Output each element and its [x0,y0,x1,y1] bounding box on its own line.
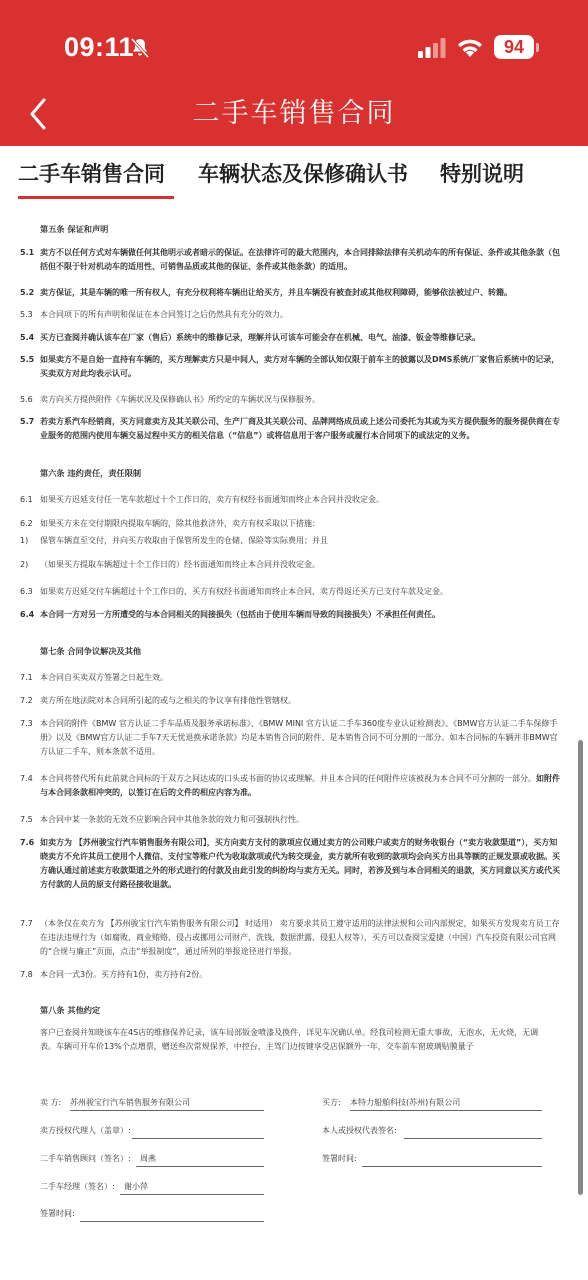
seller-agent-line [132,1138,264,1139]
bell-mute-icon [128,36,152,60]
manager-line [120,1194,264,1195]
cellular-signal-icon [418,38,446,58]
scrollbar[interactable] [578,740,583,1195]
buyer-name: 本特力船舶科技(苏州)有限公司 [350,1098,461,1107]
section-6-title: 第六条 违约责任，责任限制 [40,468,142,478]
tab-vehicle-status[interactable]: 车辆状态及保修确认书 [198,162,408,186]
section-5-title: 第五条 保证和声明 [40,224,109,234]
seller-time-label: 签署时间: [40,1209,75,1218]
seller-label: 卖 方: [40,1098,62,1107]
buyer-time-line [362,1166,542,1167]
tab-sales-contract[interactable]: 二手车销售合同 [18,162,165,186]
contract-document: 第五条 保证和声明 5.1 卖方不以任何方式对车辆做任何其他明示或者暗示的保证。在法律许可的最大范围内，本合同排除法律有关机动车的所有保证、条件或其他条款（包括但不限于针对机动车的适用性、可销售品质或其他的保证、条件或其他条款）的适用。 5.2 卖方保证，其是车辆的唯一所有权人，有充分权利将车辆出让给买方，并且车辆没有被查封或其他权利障碍，能够依法被过户、转籍。 5.3 本合同项下的所有声明和保证在本合同签订之后仍然具有充分的效力。 5.4 买方已查阅并确认该车在厂家（售后）系统中的维修记录，理解并认可该车可能会存在机械、电气、油漆、钣金等维修记录。 5.5 如果卖方不是自始一直持有车辆的，买方理解卖方只是中间人，卖方对车辆的全部认知仅限于前车主的披露以及DMS系统/厂家售后系统中的记录，买卖双方对此均表示认可。 5.6 卖方向买方提供附件《车辆状况及保修确认书》所约定的车辆状况与保修服务。 5.7 若卖方系汽车经销商，买方同意卖方及其关联公司、生产厂商及其关联公司、品牌网络成员或上述公司委托为其或为买方提供服务的服务提供商在专业服务的范围内使用车辆交易过程中买方的相关信息（“信息”）或将信息用于客户服务或履行本合同项下的或法定的义务。 第六条 违约责任，责任限制 6.1 如果买方迟延支付任一笔车款超过十个工作日的，卖方有权经书面通知而终止本合同并没收定金。 6.2 如果买方未在交付期限内提取车辆的，除其他救济外，卖方有权采取以下措施： 1) 保管车辆直至交付，并向买方收取由于保管所发生的仓储、保险等实际费用；并且 2) （如果买方提取车辆超过十个工作日的）经书面通知而终止本合同并没收定金。 6.3 如果卖方迟延交付车辆超过十个工作日的，买方有权经书面通知而终止本合同，卖方得返还买方已支付车款及定金。 6.4 本合同一方对另一方所遭受的与本合同相关的间接损失（包括由于使用车辆而导致的间接损失）不承担任何责任。 第七条 合同争议解决及其他 7.1 本合同自买卖双方签署之日起生效。 7.2 卖方所在地法院对本合同所引起的或与之相关的争议享有排他性管辖权。 7.3 本合同的附件《BMW 官方认证二手车品质及服务承诺标准》、《BMW MINI 官方认证二手车360度专业认证检测表》、《BMW官方认证二手车保修手册》以及《BMW官方认证二手车7天无忧退换承诺条款》均是本销售合同的附件、是本销售合同不可分割的一部分。如本合同标的车辆并非BMW官方认证二手车，则本条款不适用。 7.4 本合同将替代所有此前就合同标的于双方之间达成的口头或书面的协议或理解。并且本合同的任何附件应该被视为本合同不可分割的一部分。如附件与本合同条款相冲突的，以签订在后的文件的相应内容为准。 7.5 本合同中某一条款的无效不应影响合同中其他条款的效力和可强制执行性。 7.6 如卖方为 【苏州骏宝行汽车销售服务有限公司】，买方向卖方支付的款项应仅通过卖方的公司账户或卖方的财务收银台（“卖方收款渠道”），买方知晓卖方不允许其员工使用个人微信、支付宝等账户代为收取款项或代为转交现金，卖方就所有收到的款项均会向买方出具等额的正规发票或收据。买方确认通过前述卖方收款渠道之外的形式进行的付款及由此引发的纠纷均与卖方无关。同时，若涉及到与本合同相关的退款，买方同意以买方或代买方付款的人员的原支付路径接收退款。 7.7 （本条仅在卖方为 【苏州骏宝行汽车销售服务有限公司】 时适用） 卖方要求其员工遵守适用的法律法规和公司内部规定，如果买方发现卖方员工存在违法违规行为（如腐败、商业贿赂、侵占或挪用公司财产、洗钱、数据泄露、侵犯人权等），买方可以查阅宝爱捷（中国）汽车投资有限公司官网的“合规与廉正”页面，点击“举报制度”，通过所列的举报途径进行举报。 7.8 本合同一式3份。买方持有1份，卖方持有2份。 第八条 其他约定 客户已查阅并知晓该车在4S店的维修保养记录，该车局部钣金喷漆及换件，详见车况确认单。经我司检测无重大事故，无泡水，无火烧，无调表。车辆可开车价13%个点增票，赠送叁次常规保养，中控台，主驾门边按键享受店保额外一年，交车前车窗玻璃贴膜量子 卖 方: 苏州骏宝行汽车销售服务有限公司 买方: 本特力船舶科技(苏州)有限公司 卖方授权代理人（盖章）: 本人或授权代表签名: 二手车销售顾问（签名）: 周燕 签署时间: 二手车经理（签名）: 谢小萍 签署时间: [0,208,588,1280]
buyer-line [350,1110,542,1111]
seller-line [70,1110,264,1111]
section-7-title: 第七条 合同争议解决及其他 [40,646,142,656]
nav-bar [0,96,588,146]
consultant-label: 二手车销售顾问（签名）: [40,1154,131,1163]
other-agreements-text: 客户已查阅并知晓该车在4S店的维修保养记录，该车局部钣金喷漆及换件，详见车况确认单。经我司检测无重大事故，无泡水，无火烧，无调表。车辆可开车价13%个点增票，赠送叁次常规保养，中控台，主驾门边按键享受店保额外一年，交车前车窗玻璃贴膜量子 [40,1028,539,1051]
active-tab-indicator [18,196,174,199]
buyer-time-label: 签署时间: [322,1154,357,1163]
buyer-sign-line [404,1138,542,1139]
battery-tip [536,43,539,52]
buyer-label: 买方: [322,1098,341,1107]
seller-agent-label: 卖方授权代理人（盖章）: [40,1126,131,1135]
seller-time-line [80,1221,264,1222]
seller-name: 苏州骏宝行汽车销售服务有限公司 [70,1098,190,1107]
app-header [0,0,588,146]
consultant-name: 周燕 [140,1154,156,1163]
status-bar [0,0,588,96]
buyer-sign-label: 本人或授权代表签名: [322,1126,397,1135]
section-8-title: 第八条 其他约定 [40,1005,101,1015]
wifi-icon [456,36,484,58]
tab-bar [0,146,588,208]
battery-indicator: 94 [494,35,534,59]
manager-name: 谢小萍 [124,1182,148,1191]
manager-label: 二手车经理（签名）: [40,1182,115,1191]
page-title: 二手车销售合同 [192,98,396,129]
tab-special-notes[interactable]: 特别说明 [440,162,524,186]
status-time: 09:11 [64,32,135,62]
consultant-line [136,1166,264,1167]
